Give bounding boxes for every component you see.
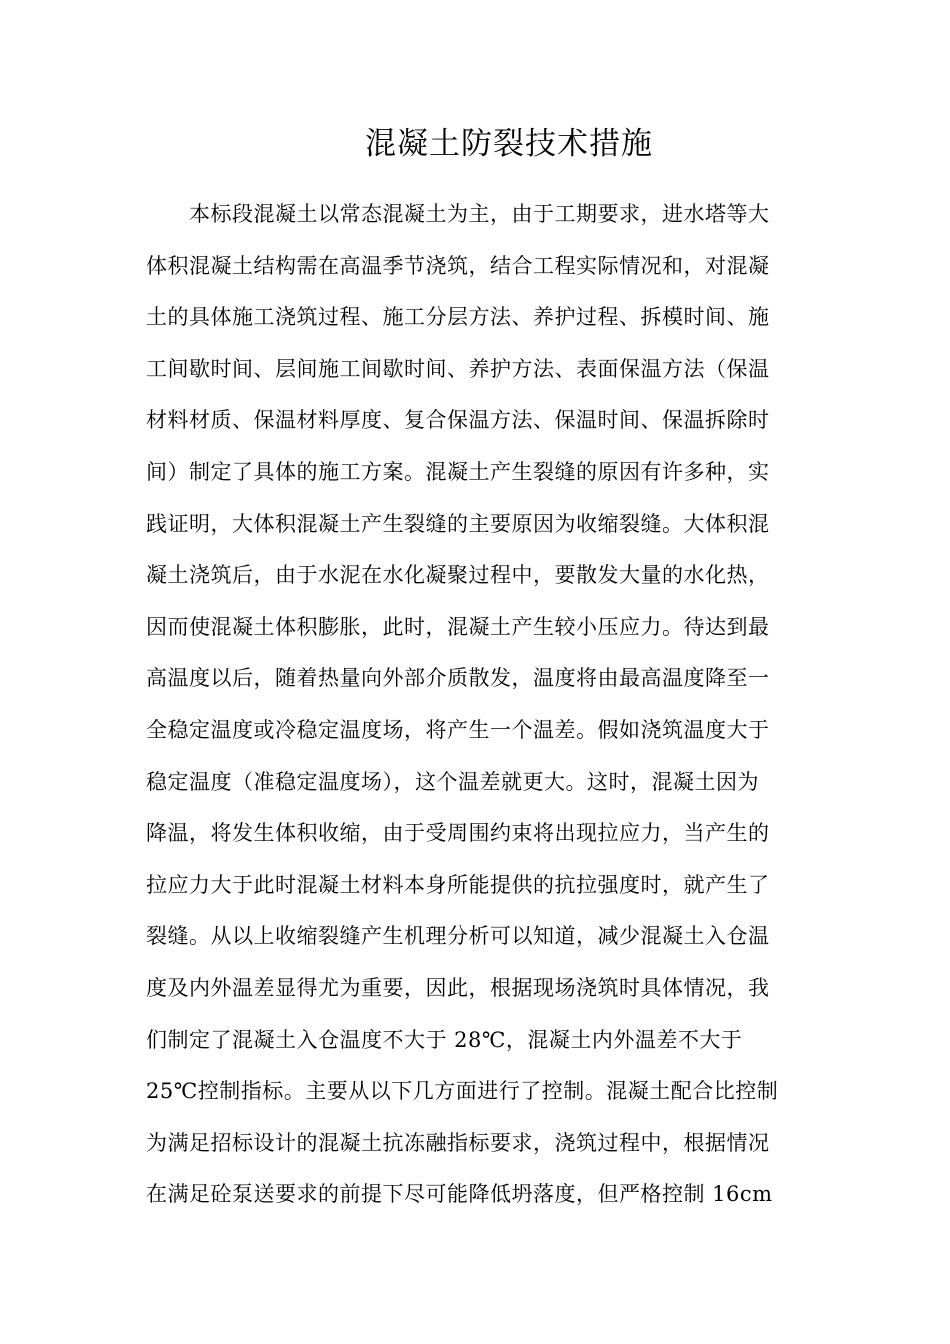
body-line: 土的具体施工浇筑过程、施工分层方法、养护过程、拆模时间、施 <box>146 305 770 330</box>
document-body <box>146 196 806 1228</box>
body-line: 们制定了混凝土入仓温度不大于 28℃，混凝土内外温差不大于 <box>146 1027 743 1052</box>
body-line: 高温度以后，随着热量向外部介质散发，温度将由最高温度降至一 <box>146 666 770 691</box>
body-line: 裂缝。从以上收缩裂缝产生机理分析可以知道，减少混凝土入仓温 <box>146 924 770 949</box>
body-line: 度及内外温差显得尤为重要，因此，根据现场浇筑时具体情况，我 <box>146 975 770 1000</box>
body-line: 本标段混凝土以常态混凝土为主，由于工期要求，进水塔等大 <box>189 202 770 226</box>
body-line: 间）制定了具体的施工方案。混凝土产生裂缝的原因有许多种，实 <box>146 459 770 484</box>
body-line: 工间歇时间、层间施工间歇时间、养护方法、表面保温方法（保温 <box>146 356 770 381</box>
body-line: 全稳定温度或冷稳定温度场，将产生一个温差。假如浇筑温度大于 <box>146 717 770 742</box>
body-line: 因而使混凝土体积膨胀，此时，混凝土产生较小压应力。待达到最 <box>146 614 770 639</box>
body-line: 在满足砼泵送要求的前提下尽可能降低坍落度，但严格控制 16cm <box>146 1182 773 1207</box>
body-line: 材料材质、保温材料厚度、复合保温方法、保温时间、保温拆除时 <box>146 408 770 433</box>
body-line: 拉应力大于此时混凝土材料本身所能提供的抗拉强度时，就产生了 <box>146 872 770 897</box>
body-line: 践证明，大体积混凝土产生裂缝的主要原因为收缩裂缝。大体积混 <box>146 511 770 536</box>
document-title: 混凝土防裂技术措施 <box>365 126 653 162</box>
body-line: 25℃控制指标。主要从以下几方面进行了控制。混凝土配合比控制 <box>146 1079 779 1104</box>
body-line: 为满足招标设计的混凝土抗冻融指标要求，浇筑过程中，根据情况 <box>146 1130 770 1155</box>
body-line: 稳定温度（准稳定温度场），这个温差就更大。这时，混凝土因为 <box>146 769 759 794</box>
body-line: 降温，将发生体积收缩，由于受周围约束将出现拉应力，当产生的 <box>146 821 770 846</box>
body-line: 体积混凝土结构需在高温季节浇筑，结合工程实际情况和，对混凝 <box>146 253 770 278</box>
body-line: 凝土浇筑后，由于水泥在水化凝聚过程中，要散发大量的水化热， <box>146 563 770 588</box>
